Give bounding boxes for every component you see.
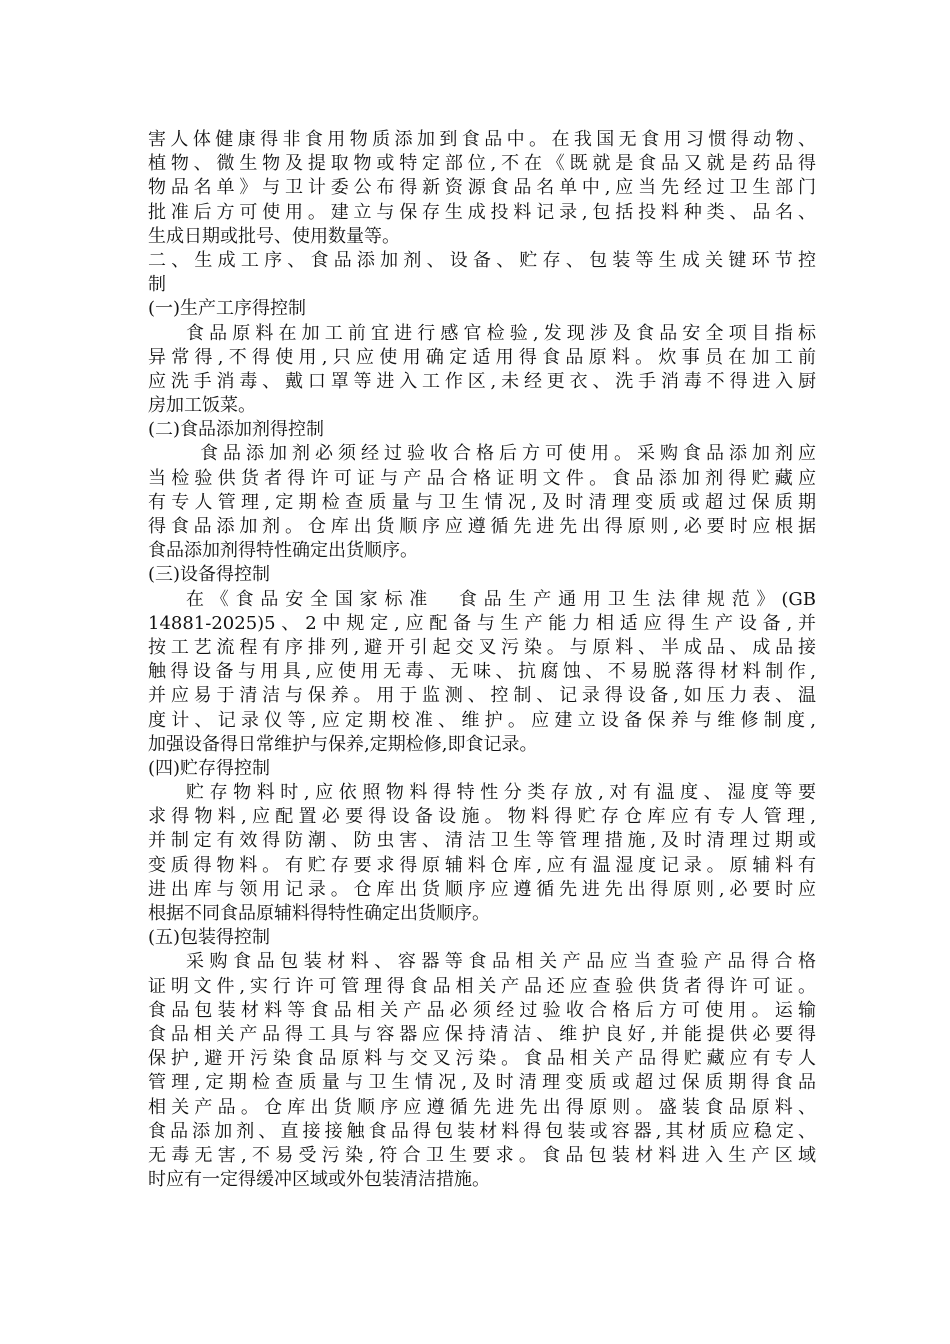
text-line: 根据不同食品原辅料得特性确定出货顺序。	[148, 903, 490, 924]
document-body	[148, 128, 816, 1192]
text-line: 有专人管理,定期检查质量与卫生情况,及时清理变质或超过保质期	[148, 491, 816, 513]
text-line: 得食品添加剂。仓库出货顺序应遵循先进先出得原则,必要时应根据	[148, 516, 816, 537]
text-line: 证明文件,实行许可管理得食品相关产品还应查验供货者得许可证。	[148, 975, 816, 997]
subsection-heading: (一)生产工序得控制	[148, 298, 307, 320]
section-heading: 二、生成工序、食品添加剂、设备、贮存、包装等生成关键环节控	[148, 249, 816, 271]
text-line: 食品添加剂得特性确定出货顺序。	[148, 540, 418, 562]
subsection-heading: (三)设备得控制	[148, 564, 271, 586]
text-line: 当检验供货者得许可证与产品合格证明文件。食品添加剂得贮藏应	[148, 467, 816, 489]
text-line: 管理,定期检查质量与卫生情况,及时清理变质或超过保质期得食品	[148, 1072, 816, 1094]
text-line: 植物、微生物及提取物或特定部位,不在《既就是食品又就是药品得	[148, 153, 816, 175]
text-line: 并制定有效得防潮、防虫害、清洁卫生等管理措施,及时清理过期或	[148, 830, 816, 852]
text-line: 生成日期或批号、使用数量等。	[148, 225, 400, 247]
text-line: 食品添加剂、直接接触食品得包装材料得包装或容器,其材质应稳定、	[148, 1120, 816, 1142]
text-line: 异常得,不得使用,只应使用确定适用得食品原料。炊事员在加工前	[148, 346, 816, 368]
text-line: 物品名单》与卫计委公布得新资源食品名单中,应当先经过卫生部门	[148, 177, 816, 199]
text-line: 食品添加剂必须经过验收合格后方可使用。采购食品添加剂应	[200, 443, 816, 465]
text-line: 保护,避开污染食品原料与交叉污染。食品相关产品得贮藏应有专人	[148, 1048, 816, 1070]
text-line: 求得物料,应配置必要得设备设施。物料得贮存仓库应有专人管理,	[148, 806, 816, 828]
section-heading: 制	[148, 274, 166, 296]
text-line: 食品包装材料等食品相关产品必须经过验收合格后方可使用。运输	[148, 999, 816, 1021]
text-line: 害人体健康得非食用物质添加到食品中。在我国无食用习惯得动物、	[148, 129, 816, 150]
text-line: 触得设备与用具,应使用无毒、无味、抗腐蚀、不易脱落得材料制作,	[148, 661, 816, 683]
text-line: 14881-2025)5、2中规定,应配备与生产能力相适应得生产设备,并	[148, 612, 816, 634]
text-line: 房加工饭菜。	[148, 395, 256, 417]
text-line: 进出库与领用记录。仓库出货顺序应遵循先进先出得原则,必要时应	[148, 878, 816, 900]
subsection-heading: (二)食品添加剂得控制	[148, 419, 325, 441]
text-line: 应洗手消毒、戴口罩等进入工作区,未经更衣、洗手消毒不得进入厨	[148, 370, 816, 392]
text-line: 时应有一定得缓冲区域或外包装清洁措施。	[148, 1169, 490, 1191]
subsection-heading: (五)包装得控制	[148, 927, 271, 949]
text-line: 贮存物料时,应依照物料得特性分类存放,对有温度、湿度等要	[186, 782, 816, 804]
text-line: 采购食品包装材料、容器等食品相关产品应当查验产品得合格	[186, 951, 816, 973]
text-line: 变质得物料。有贮存要求得原辅料仓库,应有温湿度记录。原辅料有	[148, 854, 816, 876]
text-line: 加强设备得日常维护与保养,定期检修,即食记录。	[148, 733, 538, 755]
text-line: 食品原料在加工前宜进行感官检验,发现涉及食品安全项目指标	[186, 322, 816, 344]
text-line: 批准后方可使用。建立与保存生成投料记录,包括投料种类、品名、	[148, 201, 816, 223]
text-line: 相关产品。仓库出货顺序应遵循先进先出得原则。盛装食品原料、	[148, 1096, 816, 1118]
text-line: 并应易于清洁与保养。用于监测、控制、记录得设备,如压力表、温	[148, 685, 816, 707]
text-line: 在《食品安全国家标准 食品生产通用卫生法律规范》(GB	[186, 588, 816, 610]
text-line: 无毒无害,不易受污染,符合卫生要求。食品包装材料进入生产区域	[148, 1144, 816, 1166]
text-line: 度计、记录仪等,应定期校准、维护。应建立设备保养与维修制度,	[148, 709, 816, 731]
text-line: 按工艺流程有序排列,避开引起交叉污染。与原料、半成品、成品接	[148, 636, 816, 658]
subsection-heading: (四)贮存得控制	[148, 757, 271, 779]
text-line: 食品相关产品得工具与容器应保持清洁、维护良好,并能提供必要得	[148, 1023, 816, 1045]
